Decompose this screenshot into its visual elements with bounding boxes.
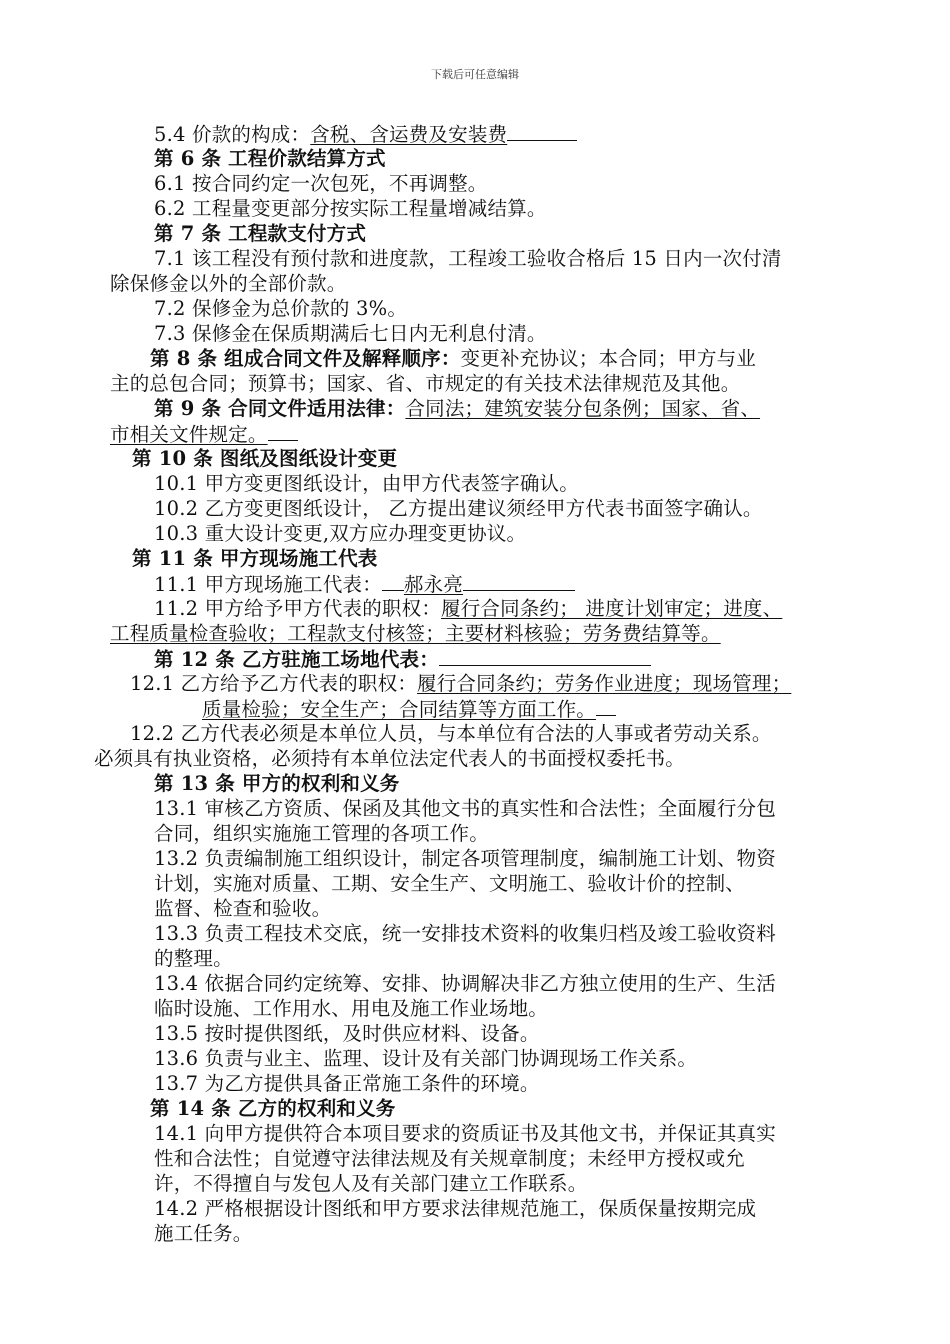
clause-10-2: 10.2 乙方变更图纸设计， 乙方提出建议须经甲方代表书面签字确认。 xyxy=(154,497,763,520)
clause-12-1-line2: 质量检验；安全生产；合同结算等方面工作。 xyxy=(202,697,616,722)
article-8-line1: 第 8 条 组成合同文件及解释顺序：变更补充协议；本合同；甲方与业 xyxy=(150,347,757,370)
clause-13-4-line1: 13.4 依据合同约定统筹、安排、协调解决非乙方独立使用的生产、生活 xyxy=(154,972,776,995)
clause-12-2-line1: 12.2 乙方代表必须是本单位人员，与本单位有合法的人事或者劳动关系。 xyxy=(130,722,772,745)
clause-13-2-line1: 13.2 负责编制施工组织设计，制定各项管理制度，编制施工计划、物资 xyxy=(154,847,776,870)
clause-13-3-line2: 的整理。 xyxy=(154,947,233,970)
clause-7-1-line1: 7.1 该工程没有预付款和进度款，工程竣工验收合格后 15 日内一次付清 xyxy=(154,247,782,270)
article-14-heading: 第 14 条 乙方的权利和义务 xyxy=(150,1097,396,1120)
clause-6-1: 6.1 按合同约定一次包死，不再调整。 xyxy=(154,172,488,195)
article-8-line2: 主的总包合同；预算书；国家、省、市规定的有关技术法律规范及其他。 xyxy=(110,372,741,395)
clause-13-2-line2: 计划，实施对质量、工期、安全生产、文明施工、验收计价的控制、 xyxy=(154,872,746,895)
clause-13-5: 13.5 按时提供图纸，及时供应材料、设备。 xyxy=(154,1022,540,1045)
clause-13-6: 13.6 负责与业主、监理、设计及有关部门协调现场工作关系。 xyxy=(154,1047,698,1070)
article-12-heading: 第 12 条 乙方驻施工场地代表： xyxy=(154,647,651,672)
clause-14-1-line1: 14.1 向甲方提供符合本项目要求的资质证书及其他文书，并保证其真实 xyxy=(154,1122,776,1145)
article-6-heading: 第 6 条 工程价款结算方式 xyxy=(154,147,386,170)
clause-12-2-line2: 必须具有执业资格，必须持有本单位法定代表人的书面授权委托书。 xyxy=(94,747,686,770)
article-10-heading: 第 10 条 图纸及图纸设计变更 xyxy=(132,447,398,470)
clause-13-1-line1: 13.1 审核乙方资质、保函及其他文书的真实性和合法性；全面履行分包 xyxy=(154,797,776,820)
clause-13-7: 13.7 为乙方提供具备正常施工条件的环境。 xyxy=(154,1072,540,1095)
clause-11-2-line1: 11.2 甲方给予甲方代表的职权：履行合同条约； 进度计划审定；进度、 xyxy=(154,597,783,620)
article-7-heading: 第 7 条 工程款支付方式 xyxy=(154,222,367,245)
clause-10-1: 10.1 甲方变更图纸设计，由甲方代表签字确认。 xyxy=(154,472,579,495)
clause-13-4-line2: 临时设施、工作用水、用电及施工作业场地。 xyxy=(154,997,549,1020)
clause-7-2: 7.2 保修金为总价款的 3%。 xyxy=(154,297,408,320)
clause-7-1-line2: 除保修金以外的全部价款。 xyxy=(110,272,347,295)
clause-6-2: 6.2 工程量变更部分按实际工程量增减结算。 xyxy=(154,197,547,220)
clause-12-1-line1: 12.1 乙方给予乙方代表的职权：履行合同条约；劳务作业进度；现场管理； xyxy=(130,672,792,695)
clause-5-4: 5.4 价款的构成：含税、含运费及安装费 xyxy=(154,122,577,147)
clause-14-1-line2: 性和合法性；自觉遵守法律法规及有关规章制度；未经甲方授权或允 xyxy=(154,1147,746,1170)
clause-10-3: 10.3 重大设计变更,双方应办理变更协议。 xyxy=(154,522,527,545)
clause-14-1-line3: 许，不得擅自与发包人及有关部门建立工作联系。 xyxy=(154,1172,588,1195)
clause-14-2-line2: 施工任务。 xyxy=(154,1222,253,1245)
article-11-heading: 第 11 条 甲方现场施工代表 xyxy=(132,547,378,570)
clause-14-2-line1: 14.2 严格根据设计图纸和甲方要求法律规范施工，保质保量按期完成 xyxy=(154,1197,757,1220)
article-9-line1: 第 9 条 合同文件适用法律：合同法；建筑安装分包条例；国家、省、 xyxy=(154,397,761,420)
clause-7-3: 7.3 保修金在保质期满后七日内无利息付清。 xyxy=(154,322,547,345)
page-header: 下载后可任意编辑 xyxy=(431,68,519,81)
clause-11-1: 11.1 甲方现场施工代表： 郝永亮 xyxy=(154,572,575,597)
article-9-line2: 市相关文件规定。 xyxy=(110,422,298,447)
article-13-heading: 第 13 条 甲方的权利和义务 xyxy=(154,772,400,795)
clause-11-2-line2: 工程质量检查验收；工程款支付核签；主要材料核验；劳务费结算等。 xyxy=(110,622,721,645)
clause-13-3-line1: 13.3 负责工程技术交底，统一安排技术资料的收集归档及竣工验收资料 xyxy=(154,922,776,945)
clause-13-2-line3: 监督、检查和验收。 xyxy=(154,897,332,920)
clause-13-1-line2: 合同，组织实施施工管理的各项工作。 xyxy=(154,822,489,845)
